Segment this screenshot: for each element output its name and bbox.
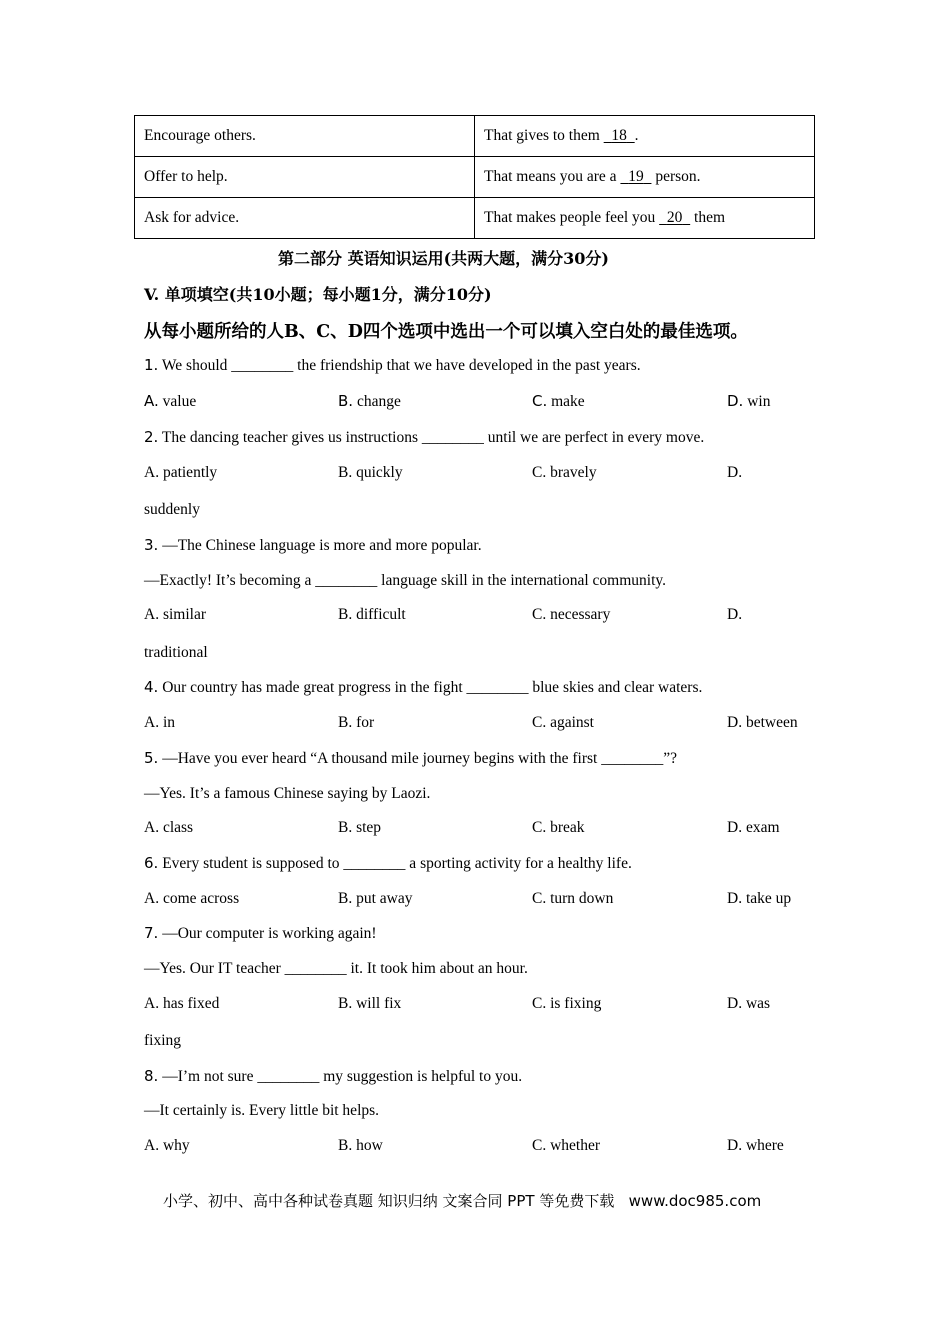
option-c: C. make — [532, 392, 585, 410]
cell-text: That makes people feel you — [484, 209, 660, 226]
cell-text: person. — [651, 168, 701, 185]
option-d: D. where — [727, 1137, 784, 1154]
option-d: D. win — [727, 392, 771, 410]
option-c: C. bravely — [532, 464, 597, 481]
option-c: C. necessary — [532, 606, 611, 623]
option-d: D. take up — [727, 890, 792, 907]
option-d-text: suddenly — [144, 501, 200, 518]
option-b: B. difficult — [338, 606, 406, 623]
table-cell: Encourage others. — [135, 116, 475, 157]
question-8-reply: —It certainly is. Every little bit helps. — [144, 1102, 380, 1119]
question-7-reply: —Yes. Our IT teacher ________ it. It took him about an hour. — [144, 960, 528, 977]
cell-text: That gives to them — [484, 127, 604, 144]
option-a: A. similar — [144, 606, 206, 623]
question-1: 1. We should ________ the friendship that we have developed in the past years. — [144, 356, 641, 374]
question-7: 7. —Our computer is working again! — [144, 924, 377, 942]
table-cell — [475, 116, 815, 157]
option-d-text: traditional — [144, 644, 208, 661]
option-d: D. was — [727, 995, 771, 1012]
option-a: A. class — [144, 819, 194, 836]
instruction: 从每小题所给的人B、C、D四个选项中选出一个可以填入空白处的最佳选项。 — [144, 322, 748, 342]
option-b: B. will fix — [338, 995, 402, 1012]
footer-link[interactable]: www.doc985.com — [628, 1192, 762, 1210]
option-a: A. come across — [144, 890, 240, 907]
option-d-text: fixing — [144, 1032, 182, 1049]
option-d: D. — [727, 464, 743, 481]
question-8: 8. —I’m not sure ________ my suggestion is helpful to you. — [144, 1067, 523, 1085]
question-5-reply: —Yes. It’s a famous Chinese saying by Laozi. — [144, 785, 431, 802]
option-a: A. in — [144, 714, 175, 731]
option-b: B. change — [338, 392, 401, 410]
option-d: D. exam — [727, 819, 780, 836]
matching-table — [134, 115, 815, 239]
cell-text: . — [634, 127, 639, 144]
table-cell — [475, 198, 815, 239]
section-title: V. 单项填空(共10小题；每小题1分，满分10分) — [144, 285, 492, 304]
option-c: C. whether — [532, 1137, 601, 1154]
footer-text: 小学、初中、高中各种试卷真题 知识归纳 文案合同 PPT 等免费下载 — [163, 1192, 615, 1210]
table-row — [135, 157, 815, 198]
option-a: A. value — [144, 392, 197, 410]
option-d: D. between — [727, 714, 798, 731]
question-4: 4. Our country has made great progress in the fight ________ blue skies and clear waters. — [144, 678, 703, 696]
option-a: A. patiently — [144, 464, 218, 481]
option-b: B. quickly — [338, 464, 403, 481]
option-b: B. for — [338, 714, 375, 731]
table-row — [135, 116, 815, 157]
question-3-reply: —Exactly! It’s becoming a ________ language skill in the international community. — [144, 572, 667, 589]
table-cell: Ask for advice. — [135, 198, 475, 239]
option-c: C. is fixing — [532, 995, 602, 1012]
option-b: B. put away — [338, 890, 413, 907]
option-c: C. against — [532, 714, 594, 731]
option-d: D. — [727, 606, 743, 623]
blank-number: 18 — [611, 127, 627, 144]
option-c: C. break — [532, 819, 585, 836]
option-b: B. step — [338, 819, 382, 836]
option-c: C. turn down — [532, 890, 614, 907]
option-b: B. how — [338, 1137, 383, 1154]
cell-text: That means you are a — [484, 168, 621, 185]
part-title: 第二部分 英语知识运用(共两大题，满分30分) — [278, 249, 609, 268]
question-5: 5. —Have you ever heard “A thousand mile journey begins with the first ________”? — [144, 749, 678, 767]
option-a: A. has fixed — [144, 995, 220, 1012]
cell-text: them — [690, 209, 726, 226]
table-cell: Offer to help. — [135, 157, 475, 198]
blank-number: 20 — [666, 209, 683, 226]
question-6: 6. Every student is supposed to ________ a sporting activity for a healthy life. — [144, 854, 632, 872]
question-2: 2. The dancing teacher gives us instructions ________ until we are perfect in every move. — [144, 428, 705, 446]
question-3: 3. —The Chinese language is more and more popular. — [144, 536, 482, 554]
table-row — [135, 198, 815, 239]
table-cell — [475, 157, 815, 198]
option-a: A. why — [144, 1137, 190, 1154]
blank-number: 19 — [628, 168, 644, 185]
footer — [163, 1190, 761, 1211]
